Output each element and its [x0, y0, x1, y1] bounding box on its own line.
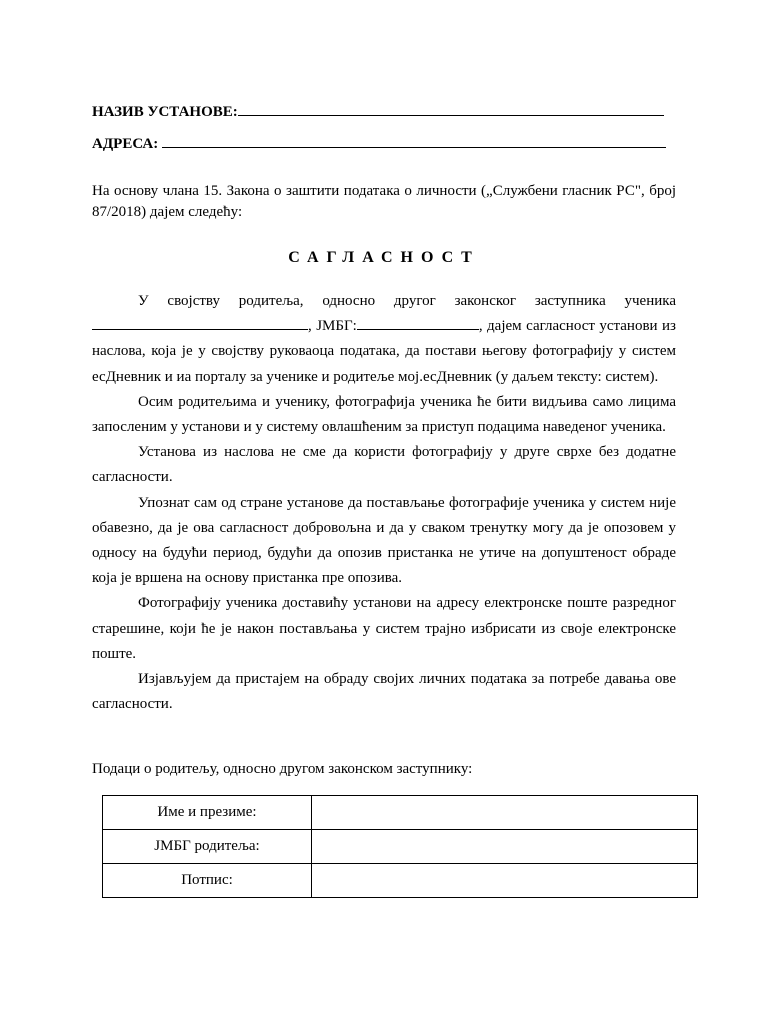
- institution-label: НАЗИВ УСТАНОВЕ:: [92, 104, 238, 120]
- address-line: [92, 134, 666, 153]
- table-row: [103, 830, 698, 864]
- name-label-cell: Име и презиме:: [103, 796, 312, 830]
- p1-end: , дајем сагласност установи из наслова, која је у својству руковаоца података, да постави његову фотографију у систем есДневник и иа порталу за ученике и родитеље мој.есДневник (у даљем тексту: систем).: [92, 318, 676, 385]
- institution-name-line: [92, 102, 664, 121]
- paragraph-5: Фотографију ученика доставићу установи на адресу електронске поште разредног старешине, који ће је након постављања у систем трајно избрисати из своје електронске поште.: [92, 595, 676, 662]
- p1-jmbg-label: , ЈМБГ:: [308, 318, 357, 335]
- table-row: [103, 864, 698, 898]
- table-row: [103, 796, 698, 830]
- institution-name-field[interactable]: [238, 102, 664, 116]
- paragraph-3: Установа из наслова не сме да користи фотографију у друге сврхе без додатне сагласности.: [92, 444, 676, 486]
- paragraph-6: Изјављујем да пристајем на обраду својих личних података за потребе давања ове сагласности.: [92, 671, 676, 713]
- name-value-cell[interactable]: [312, 796, 698, 830]
- paragraph-4: Упознат сам од стране установе да постављање фотографије ученика у систем није обавезно, да је ова сагласност добровољна и да у сваком тренутку могу да је опозовем у односу на будући период, будући да опозив пристанка не утиче на допуштеност обраде која је вршена на основу пристанка пре опозива.: [92, 494, 676, 587]
- signature-label-cell: Потпис:: [103, 864, 312, 898]
- parent-info-table: [102, 795, 698, 898]
- jmbg-value-cell[interactable]: [312, 830, 698, 864]
- address-label: АДРЕСА:: [92, 136, 159, 152]
- signature-value-cell[interactable]: [312, 864, 698, 898]
- document-title: САГЛАСНОСТ: [288, 249, 480, 266]
- paragraph-2: Осим родитељима и ученику, фотографија ученика ће бити видљива само лицима запосленим у установи и у систему овлашћеним за приступ подацима наведеног ученика.: [92, 393, 676, 436]
- intro-paragraph: На основу члана 15. Закона о заштити података о личности („Службени гласник РС", број 87/2018) дајем следећу:: [92, 183, 676, 220]
- address-field[interactable]: [162, 134, 666, 148]
- parent-table-caption: Подаци о родитељу, односно другом законском заступнику:: [92, 761, 473, 777]
- student-name-field[interactable]: [92, 315, 308, 330]
- student-jmbg-field[interactable]: [357, 315, 479, 330]
- jmbg-label-cell: ЈМБГ родитеља:: [103, 830, 312, 864]
- consent-body: [92, 289, 676, 717]
- paragraph-1: [92, 289, 676, 390]
- p1-start: У својству родитеља, односно другог законског заступника ученика: [138, 293, 676, 309]
